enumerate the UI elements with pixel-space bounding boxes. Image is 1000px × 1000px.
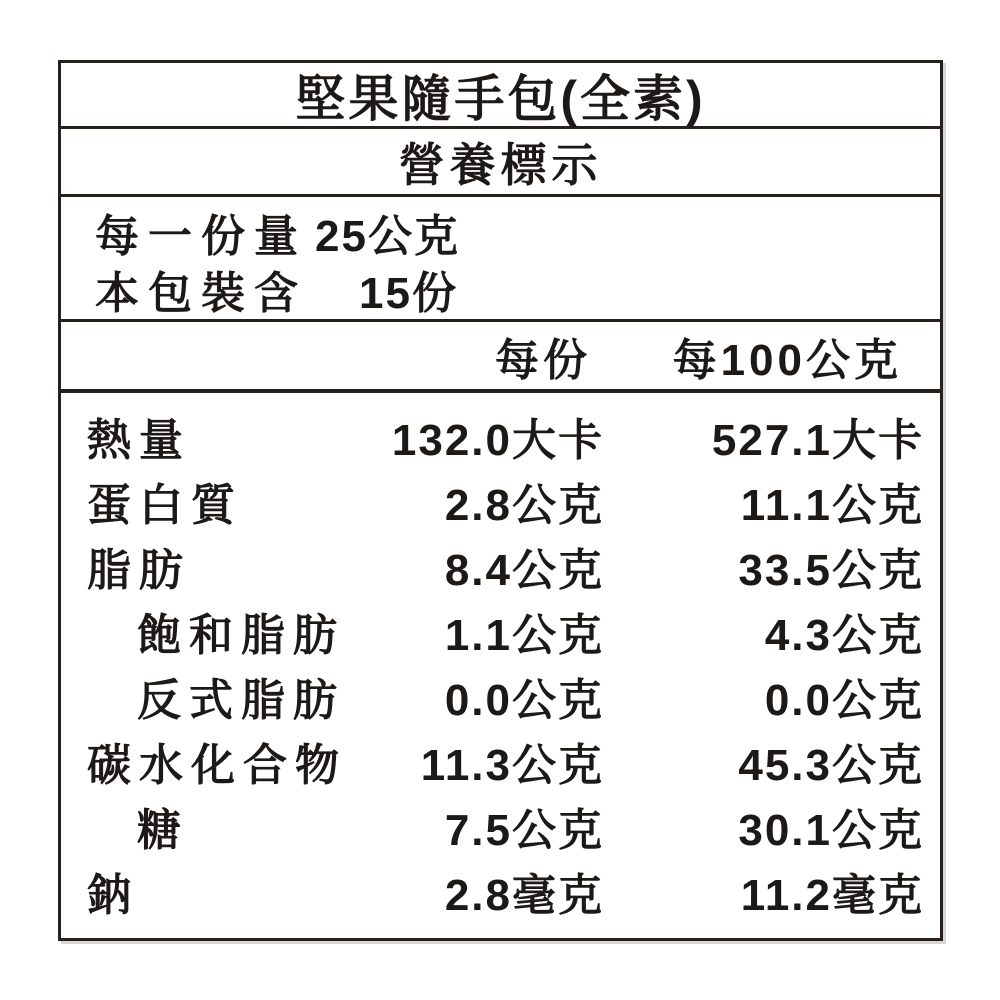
nutrient-name: 碳水化合物 xyxy=(87,740,347,790)
nutrition-label-panel xyxy=(58,60,943,941)
nutrient-name: 蛋白質 xyxy=(87,480,243,530)
column-header-row xyxy=(61,322,940,389)
per-100g-value: 527.1大卡 xyxy=(711,415,924,465)
column-header-section xyxy=(61,322,940,393)
per-serving-value: 0.0公克 xyxy=(444,675,604,725)
table-row-carbohydrate xyxy=(61,728,940,793)
nutrient-table xyxy=(61,393,940,923)
per-100g-value: 11.1公克 xyxy=(740,480,924,530)
per-100g-value: 45.3公克 xyxy=(738,740,924,790)
table-row-saturated-fat xyxy=(61,598,940,663)
per-serving-value: 2.8公克 xyxy=(444,480,604,530)
per-100g-value: 30.1公克 xyxy=(738,805,924,855)
per-serving-value: 11.3公克 xyxy=(420,740,604,790)
per-100g-value: 0.0公克 xyxy=(764,675,924,725)
per-serving-value: 1.1公克 xyxy=(444,610,604,660)
servings-per-pack-line xyxy=(95,260,940,317)
nutrient-name: 熱量 xyxy=(87,415,191,465)
table-row-protein xyxy=(61,468,940,533)
table-row-calories xyxy=(61,403,940,468)
table-row-sugar xyxy=(61,793,940,858)
servings-per-pack-value: 15份 xyxy=(359,268,458,318)
nutrition-facts-heading: 營養標示 xyxy=(61,129,940,197)
product-title: 堅果隨手包(全素) xyxy=(61,63,940,129)
nutrient-name: 反式脂肪 xyxy=(137,675,345,725)
nutrient-name: 飽和脂肪 xyxy=(137,610,345,660)
serving-info-section xyxy=(61,197,940,322)
per-serving-value: 2.8毫克 xyxy=(444,870,604,920)
table-row-trans-fat xyxy=(61,663,940,728)
per-serving-value: 8.4公克 xyxy=(444,545,604,595)
table-row-sodium xyxy=(61,858,940,923)
per-100g-value: 4.3公克 xyxy=(764,610,924,660)
serving-size-value: 25公克 xyxy=(315,211,460,261)
per-100g-value: 33.5公克 xyxy=(738,545,924,595)
servings-per-pack-label: 本包裝含 xyxy=(95,268,307,318)
serving-size-line xyxy=(95,203,940,260)
table-row-fat xyxy=(61,533,940,598)
column-header-per-serving: 每份 xyxy=(495,335,591,385)
nutrient-name: 鈉 xyxy=(87,870,139,920)
per-serving-value: 7.5公克 xyxy=(444,805,604,855)
column-header-per-100g: 每100公克 xyxy=(672,335,902,385)
nutrient-name: 脂肪 xyxy=(87,545,191,595)
per-serving-value: 132.0大卡 xyxy=(391,415,604,465)
serving-size-label: 每一份量 xyxy=(95,211,307,261)
per-100g-value: 11.2毫克 xyxy=(740,870,924,920)
nutrient-name: 糖 xyxy=(137,805,189,855)
